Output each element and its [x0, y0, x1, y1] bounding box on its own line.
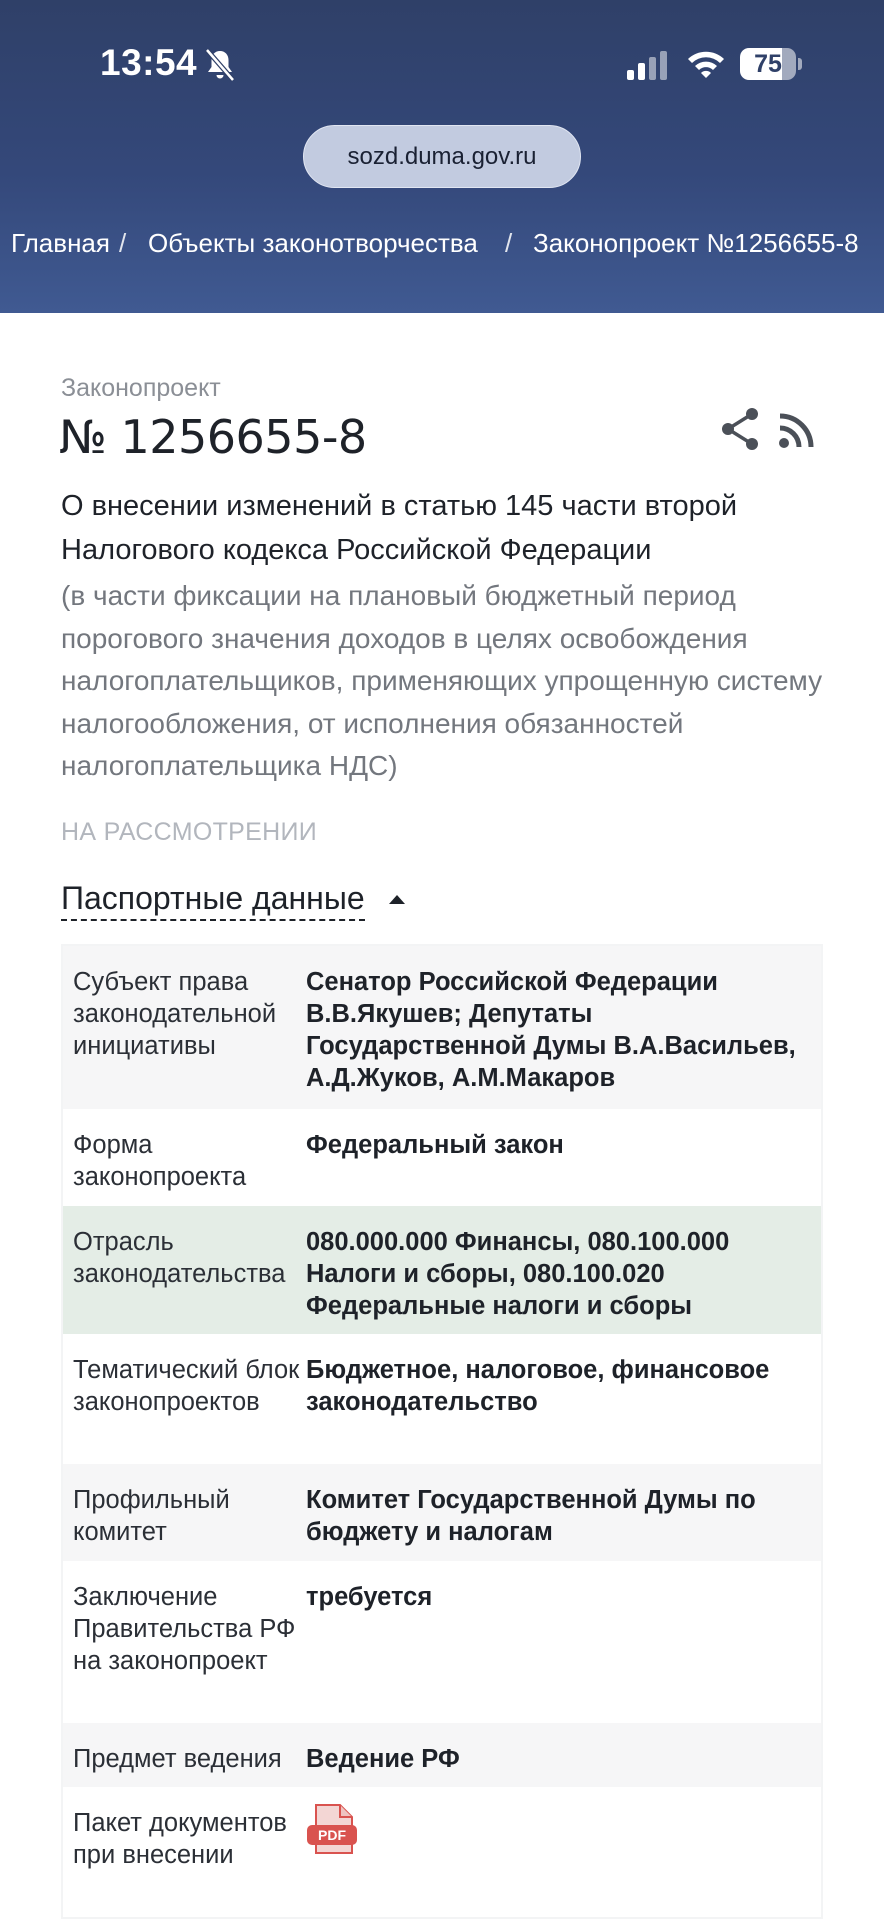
bill-title: О внесении изменений в статью 145 части второй Налогового кодекса Российской Федерации: [61, 490, 738, 566]
wifi-icon: [686, 48, 726, 80]
row-label: Предмет ведения: [73, 1745, 282, 1773]
table-row: [63, 1206, 821, 1334]
url-bar[interactable]: sozd.duma.gov.ru: [303, 125, 581, 188]
table-row: [63, 1109, 821, 1206]
row-value: [306, 1787, 821, 1917]
row-value: Ведение РФ: [306, 1745, 460, 1773]
signal-icon: [626, 50, 672, 82]
row-label: Заключение Правительства РФ на законопроект: [73, 1583, 296, 1675]
document-type: Законопроект: [61, 374, 221, 402]
rss-icon[interactable]: [778, 411, 816, 449]
share-icon[interactable]: [718, 405, 762, 453]
row-label: Субъект права законодательной инициативы: [73, 968, 277, 1060]
battery-icon: [740, 48, 796, 80]
battery-tip: [798, 58, 802, 70]
status-time: 13:54: [100, 42, 198, 83]
breadcrumb: [0, 228, 884, 268]
row-value: Федеральный закон: [306, 1131, 564, 1159]
row-label: Пакет документов при внесении: [73, 1809, 287, 1869]
bill-status: НА РАССМОТРЕНИИ: [61, 818, 318, 846]
bill-subtitle: (в части фиксации на плановый бюджетный период порогового значения доходов в целях освобождения налогоплательщиков, применяющих упрощенную систему налогообложения, от исполнения обязанностей налогоплательщика НДС): [61, 580, 823, 781]
row-value: Бюджетное, налоговое, финансовое законодательство: [306, 1356, 770, 1416]
row-value: Сенатор Российской Федерации В.В.Якушев; Депутаты Государственной Думы В.А.Васильев, А.Д.Жуков, А.М.Макаров: [306, 968, 796, 1092]
passport-data-label: Паспортные данные: [61, 880, 365, 921]
row-label: Профильный комитет: [73, 1486, 230, 1546]
table-row: [63, 1787, 821, 1917]
breadcrumb-home[interactable]: Главная: [11, 228, 110, 258]
pdf-icon-text: PDF: [318, 1827, 346, 1843]
table-row: [63, 1334, 821, 1464]
battery-percent: 75: [754, 50, 782, 78]
browser-header: [0, 0, 884, 313]
table-row: [63, 1464, 821, 1561]
breadcrumb-current: Законопроект №1256655-8: [533, 228, 859, 258]
pdf-icon[interactable]: [306, 1803, 360, 1855]
breadcrumb-separator: /: [119, 228, 127, 258]
bell-muted-icon: [204, 48, 236, 82]
passport-table: [61, 944, 823, 1919]
row-value: Комитет Государственной Думы по бюджету и налогам: [306, 1486, 756, 1546]
row-value: 080.000.000 Финансы, 080.100.000 Налоги и сборы, 080.100.020 Федеральные налоги и сборы: [306, 1228, 730, 1320]
bill-number: № 1256655-8: [59, 410, 367, 464]
row-label: Форма законопроекта: [73, 1131, 247, 1191]
table-row: [63, 946, 821, 1109]
passport-data-toggle[interactable]: [61, 880, 365, 924]
row-value: требуется: [306, 1583, 433, 1611]
table-row: [63, 1561, 821, 1723]
breadcrumb-objects[interactable]: Объекты законотворчества: [148, 228, 478, 258]
row-label: Отрасль законодательства: [73, 1228, 286, 1288]
breadcrumb-separator: /: [505, 228, 513, 258]
caret-up-icon: [389, 895, 405, 904]
status-bar: [0, 0, 884, 120]
row-label: Тематический блок законопроектов: [73, 1356, 300, 1416]
table-row: [63, 1723, 821, 1787]
